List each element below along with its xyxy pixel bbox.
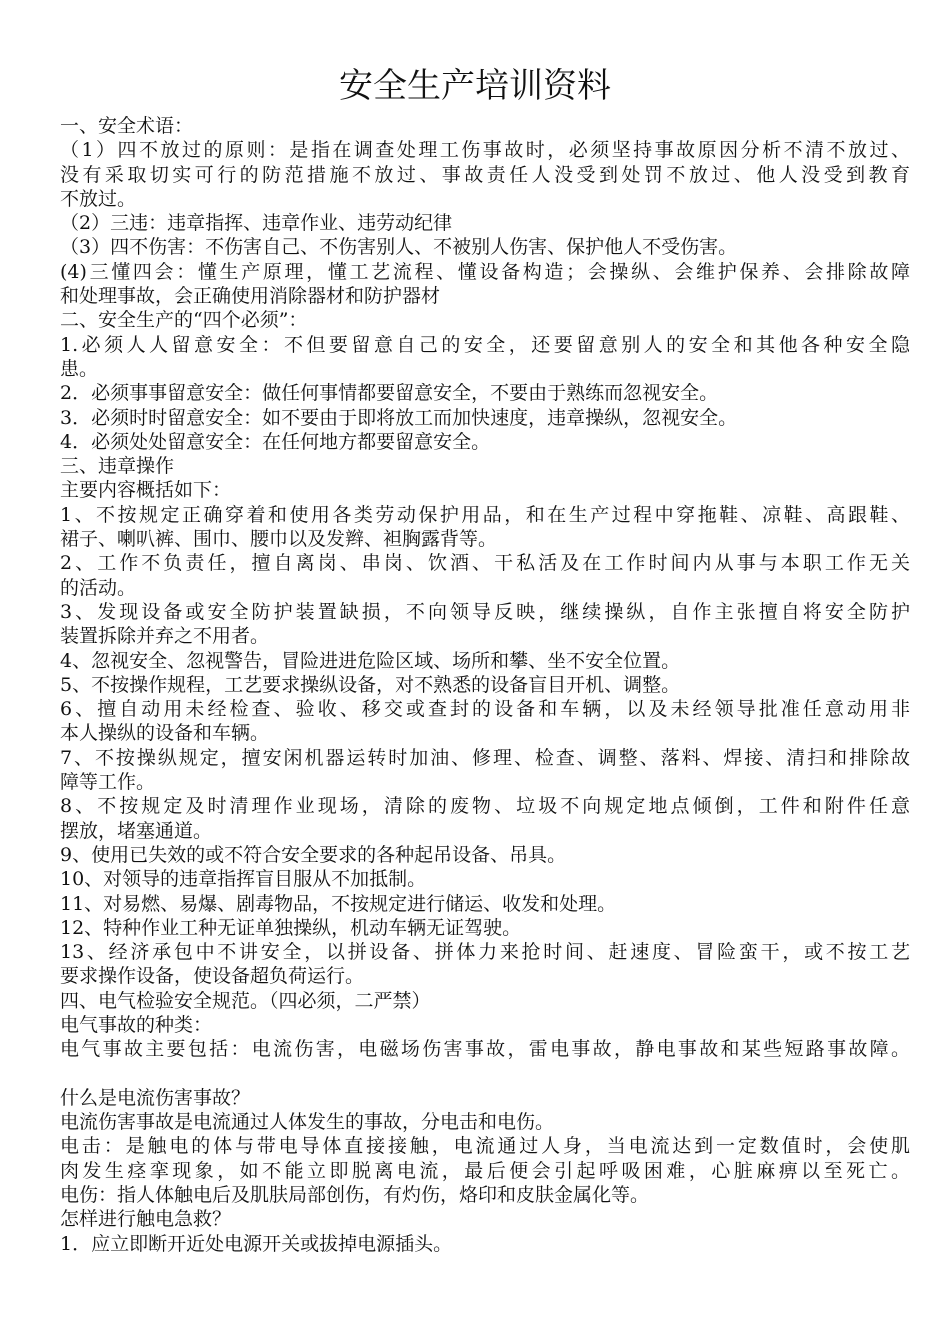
document-title: 安全生产培训资料	[339, 66, 611, 106]
text-line: 没有采取切实可行的防范措施不放过、事故责任人没受到处罚不放过、他人没受到教育	[60, 163, 910, 186]
text-line: 什么是电流伤害事故？	[60, 1086, 251, 1109]
text-line: 怎样进行触电急救？	[60, 1208, 232, 1231]
text-line: （2）三违：违章指挥、违章作业、违劳动纪律	[60, 212, 453, 235]
text-line: 6、擅自动用未经检查、验收、移交或查封的设备和车辆，以及未经领导批准任意动用非	[60, 698, 910, 721]
text-line: 3、发现设备或安全防护装置缺损，不向领导反映，继续操纵，自作主张擅自将安全防护	[60, 600, 910, 623]
text-line: （3）四不伤害：不伤害自己、不伤害别人、不被别人伤害、保护他人不受伤害。	[60, 236, 738, 259]
blank-line	[60, 1062, 910, 1086]
text-line: 要求操作设备，使设备超负荷运行。	[60, 965, 365, 988]
text-line: 3．必须时时留意安全：如不要由于即将放工而加快速度，违章操纵，忽视安全。	[60, 406, 738, 429]
text-line: 12、特种作业工种无证单独操纵，机动车辆无证驾驶。	[60, 916, 522, 939]
text-line: 障等工作。	[60, 771, 156, 794]
text-line: 电气事故主要包括：电流伤害，电磁场伤害事故，雷电事故，静电事故和某些短路事故障。	[60, 1038, 910, 1061]
text-line: 摆放，堵塞通道。	[60, 819, 213, 842]
text-line: 二、安全生产的“四个必须”：	[60, 309, 308, 332]
text-line: 电气事故的种类：	[60, 1013, 213, 1036]
text-line: 4、忽视安全、忽视警告，冒险进进危险区域、场所和攀、坐不安全位置。	[60, 649, 681, 672]
text-line: 和处理事故，会正确使用消除器材和防护器材	[60, 285, 441, 308]
text-line: 13、经济承包中不讲安全，以拼设备、拼体力来抢时间、赶速度、冒险蛮干，或不按工艺	[60, 941, 910, 964]
text-line: 电流伤害事故是电流通过人体发生的事故，分电击和电伤。	[60, 1111, 555, 1134]
text-line: 本人操纵的设备和车辆。	[60, 722, 270, 745]
text-line: 1、不按规定正确穿着和使用各类劳动保护用品，和在生产过程中穿拖鞋、凉鞋、高跟鞋、	[60, 503, 910, 526]
text-line: 电伤：指人体触电后及肌肤局部创伤，有灼伤，烙印和皮肤金属化等。	[60, 1184, 650, 1207]
text-line: 7、不按操纵规定，擅安闲机器运转时加油、修理、检查、调整、落料、焊接、清扫和排除故	[60, 746, 910, 769]
text-line: 四、电气检验安全规范。（四必须，二严禁）	[60, 989, 431, 1012]
text-line: 肉发生痉挛现象，如不能立即脱离电流，最后便会引起呼吸困难，心脏麻痹以至死亡。	[60, 1159, 910, 1182]
text-line: 不放过。	[60, 187, 137, 210]
text-line: 1.必须人人留意安全：不但要留意自己的安全，还要留意别人的安全和其他各种安全隐	[60, 333, 910, 356]
text-line: 主要内容概括如下：	[60, 479, 232, 502]
text-line: 装置拆除并弃之不用者。	[60, 625, 270, 648]
text-line: 9、使用已失效的或不符合安全要求的各种起吊设备、吊具。	[60, 843, 567, 866]
text-line: 患。	[60, 357, 99, 380]
text-line: 2、工作不负责任，擅自离岗、串岗、饮酒、干私活及在工作时间内从事与本职工作无关	[60, 552, 910, 575]
text-line: 电击：是触电的体与带电导体直接接触，电流通过人身，当电流达到一定数值时，会使肌	[60, 1135, 910, 1158]
text-line: (4)三懂四会：懂生产原理，懂工艺流程、懂设备构造；会操纵、会维护保养、会排除故障	[60, 260, 910, 283]
text-line: 一、安全术语：	[60, 115, 194, 137]
text-line: 裙子、喇叭裤、围巾、腰巾以及发辫、袒胸露背等。	[60, 528, 498, 551]
text-line: 1．应立即断开近处电源开关或拔掉电源插头。	[60, 1232, 453, 1255]
text-line: （1）四不放过的原则：是指在调查处理工伤事故时，必须坚持事故原因分析不清不放过、	[60, 139, 910, 162]
document-body	[60, 114, 910, 1256]
text-line: 三、违章操作	[60, 455, 175, 478]
text-line: 5、不按操作规程，工艺要求操纵设备，对不熟悉的设备盲目开机、调整。	[60, 673, 681, 696]
text-line: 的活动。	[60, 576, 137, 599]
text-line: 4．必须处处留意安全：在任何地方都要留意安全。	[60, 430, 491, 453]
text-line: 8、不按规定及时清理作业现场，清除的废物、垃圾不向规定地点倾倒，工件和附件任意	[60, 795, 910, 818]
text-line: 11、对易燃、易爆、剧毒物品，不按规定进行储运、收发和处理。	[60, 892, 617, 915]
text-line: 2．必须事事留意安全：做任何事情都要留意安全，不要由于熟练而忽视安全。	[60, 382, 719, 405]
text-line: 10、对领导的违章指挥盲目服从不加抵制。	[60, 868, 427, 891]
